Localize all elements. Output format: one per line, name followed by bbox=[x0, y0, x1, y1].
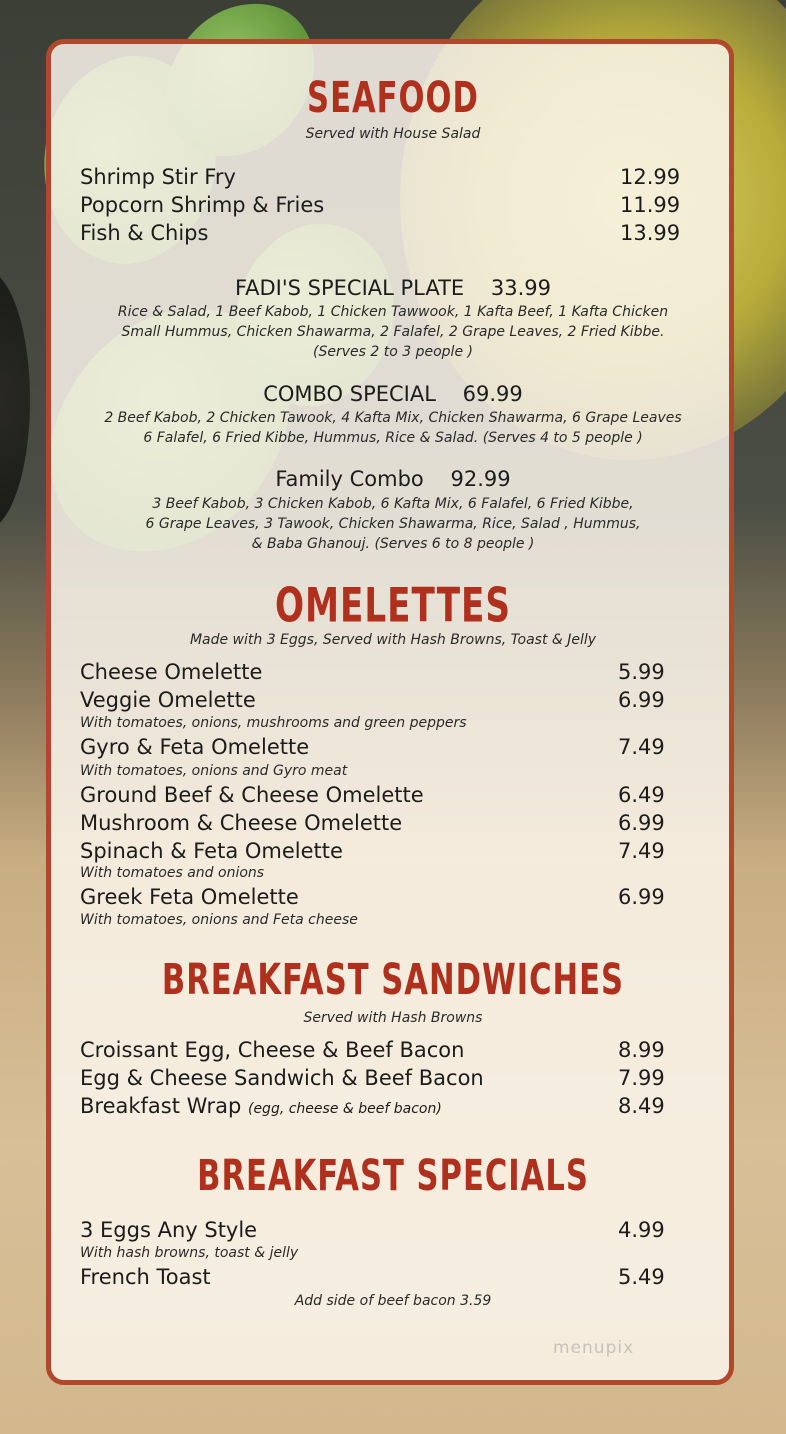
special-plate-price: 33.99 bbox=[490, 276, 552, 300]
menu-item-price: 12.99 bbox=[620, 165, 681, 189]
menu-item-note: With tomatoes and onions bbox=[80, 865, 265, 881]
menu-item-name: Ground Beef & Cheese Omelette bbox=[80, 783, 424, 807]
combo-special-title bbox=[0, 382, 786, 406]
menu-item-price: 6.99 bbox=[618, 811, 665, 835]
special-plate-title bbox=[0, 276, 786, 300]
family-combo-description bbox=[0, 494, 786, 554]
omelettes-subtitle: Made with 3 Eggs, Served with Hash Browns, Toast & Jelly bbox=[189, 632, 597, 648]
menu-item-note: With tomatoes, onions and Gyro meat bbox=[80, 763, 348, 779]
menu-item-price: 5.99 bbox=[618, 660, 665, 684]
menu-item-name: Cheese Omelette bbox=[80, 660, 263, 684]
menu-item-name: Gyro & Feta Omelette bbox=[80, 735, 310, 759]
description-line: 2 Beef Kabob, 2 Chicken Tawook, 4 Kafta Mix, Chicken Shawarma, 6 Grape Leaves bbox=[104, 410, 682, 426]
special-plate-description bbox=[0, 302, 786, 362]
description-line: Small Hummus, Chicken Shawarma, 2 Falafel, 2 Grape Leaves, 2 Fried Kibbe. bbox=[121, 324, 665, 340]
sandwiches-subtitle: Served with Hash Browns bbox=[303, 1010, 483, 1026]
menu-item-price: 7.49 bbox=[618, 735, 665, 759]
family-combo-title bbox=[0, 467, 786, 491]
menu-item-price: 6.99 bbox=[618, 688, 665, 712]
menu-item-name: Egg & Cheese Sandwich & Beef Bacon bbox=[80, 1066, 484, 1090]
menu-item-price: 4.99 bbox=[618, 1218, 665, 1242]
menu-item-price: 5.49 bbox=[618, 1265, 665, 1289]
combo-special-price: 69.99 bbox=[462, 382, 523, 406]
family-combo-price: 92.99 bbox=[450, 467, 511, 491]
menu-item-price: 8.99 bbox=[618, 1038, 665, 1062]
menu-item-name: 3 Eggs Any Style bbox=[80, 1218, 258, 1242]
menu-item-name: Mushroom & Cheese Omelette bbox=[80, 811, 403, 835]
menu-item-note: With tomatoes, onions and Feta cheese bbox=[80, 912, 358, 928]
menu-item-note: (egg, cheese & beef bacon) bbox=[247, 1101, 442, 1117]
menu-item-price: 6.99 bbox=[618, 885, 665, 909]
menu-item-name: French Toast bbox=[80, 1265, 211, 1289]
menu-item-price: 6.49 bbox=[618, 783, 665, 807]
menu-item-name: Greek Feta Omelette bbox=[80, 885, 299, 909]
menu-item-price: 11.99 bbox=[620, 193, 681, 217]
combo-special-description bbox=[0, 408, 786, 448]
menu-item-price: 8.49 bbox=[618, 1094, 665, 1118]
description-line: 6 Grape Leaves, 3 Tawook, Chicken Shawarma, Rice, Salad , Hummus, bbox=[145, 516, 641, 532]
menu-item-name: Veggie Omelette bbox=[80, 688, 256, 712]
menu-item-name: Spinach & Feta Omelette bbox=[80, 839, 343, 863]
menu-item-note: With tomatoes, onions, mushrooms and green peppers bbox=[80, 715, 467, 731]
description-line: Rice & Salad, 1 Beef Kabob, 1 Chicken Tawwook, 1 Kafta Beef, 1 Kafta Chicken bbox=[117, 304, 669, 320]
menu-item-price: 7.49 bbox=[618, 839, 665, 863]
menu-item-note: With hash browns, toast & jelly bbox=[80, 1245, 299, 1261]
menu-item-name: Croissant Egg, Cheese & Beef Bacon bbox=[80, 1038, 465, 1062]
description-line: 6 Falafel, 6 Fried Kibbe, Hummus, Rice & Salad. (Serves 4 to 5 people ) bbox=[143, 430, 643, 446]
menu-item-name: Breakfast Wrap bbox=[80, 1094, 242, 1118]
menu-item-price: 13.99 bbox=[620, 221, 681, 245]
omelettes-heading: OMELETTES bbox=[274, 577, 512, 633]
seafood-heading: SEAFOOD bbox=[307, 73, 479, 123]
combo-special-name: COMBO SPECIAL bbox=[263, 382, 436, 406]
specials-heading: BREAKFAST SPECIALS bbox=[197, 1151, 589, 1201]
family-combo-name: Family Combo bbox=[275, 467, 424, 491]
menu-item-name: Popcorn Shrimp & Fries bbox=[80, 193, 325, 217]
menu-item-price: 7.99 bbox=[618, 1066, 665, 1090]
menu-item-name: Shrimp Stir Fry bbox=[80, 165, 236, 189]
specials-footnote: Add side of beef bacon 3.59 bbox=[294, 1293, 492, 1309]
menu-item-row bbox=[80, 1094, 442, 1118]
seafood-subtitle: Served with House Salad bbox=[305, 126, 481, 142]
description-line: 3 Beef Kabob, 3 Chicken Kabob, 6 Kafta Mix, 6 Falafel, 6 Fried Kibbe, bbox=[152, 496, 634, 512]
special-plate-name: FADI'S SPECIAL PLATE bbox=[234, 276, 465, 300]
menupix-watermark: menupix bbox=[553, 1338, 635, 1358]
sandwiches-heading: BREAKFAST SANDWICHES bbox=[161, 955, 625, 1005]
menu-item-name: Fish & Chips bbox=[80, 221, 209, 245]
description-line: (Serves 2 to 3 people ) bbox=[313, 344, 473, 360]
description-line: & Baba Ghanouj. (Serves 6 to 8 people ) bbox=[251, 536, 535, 552]
